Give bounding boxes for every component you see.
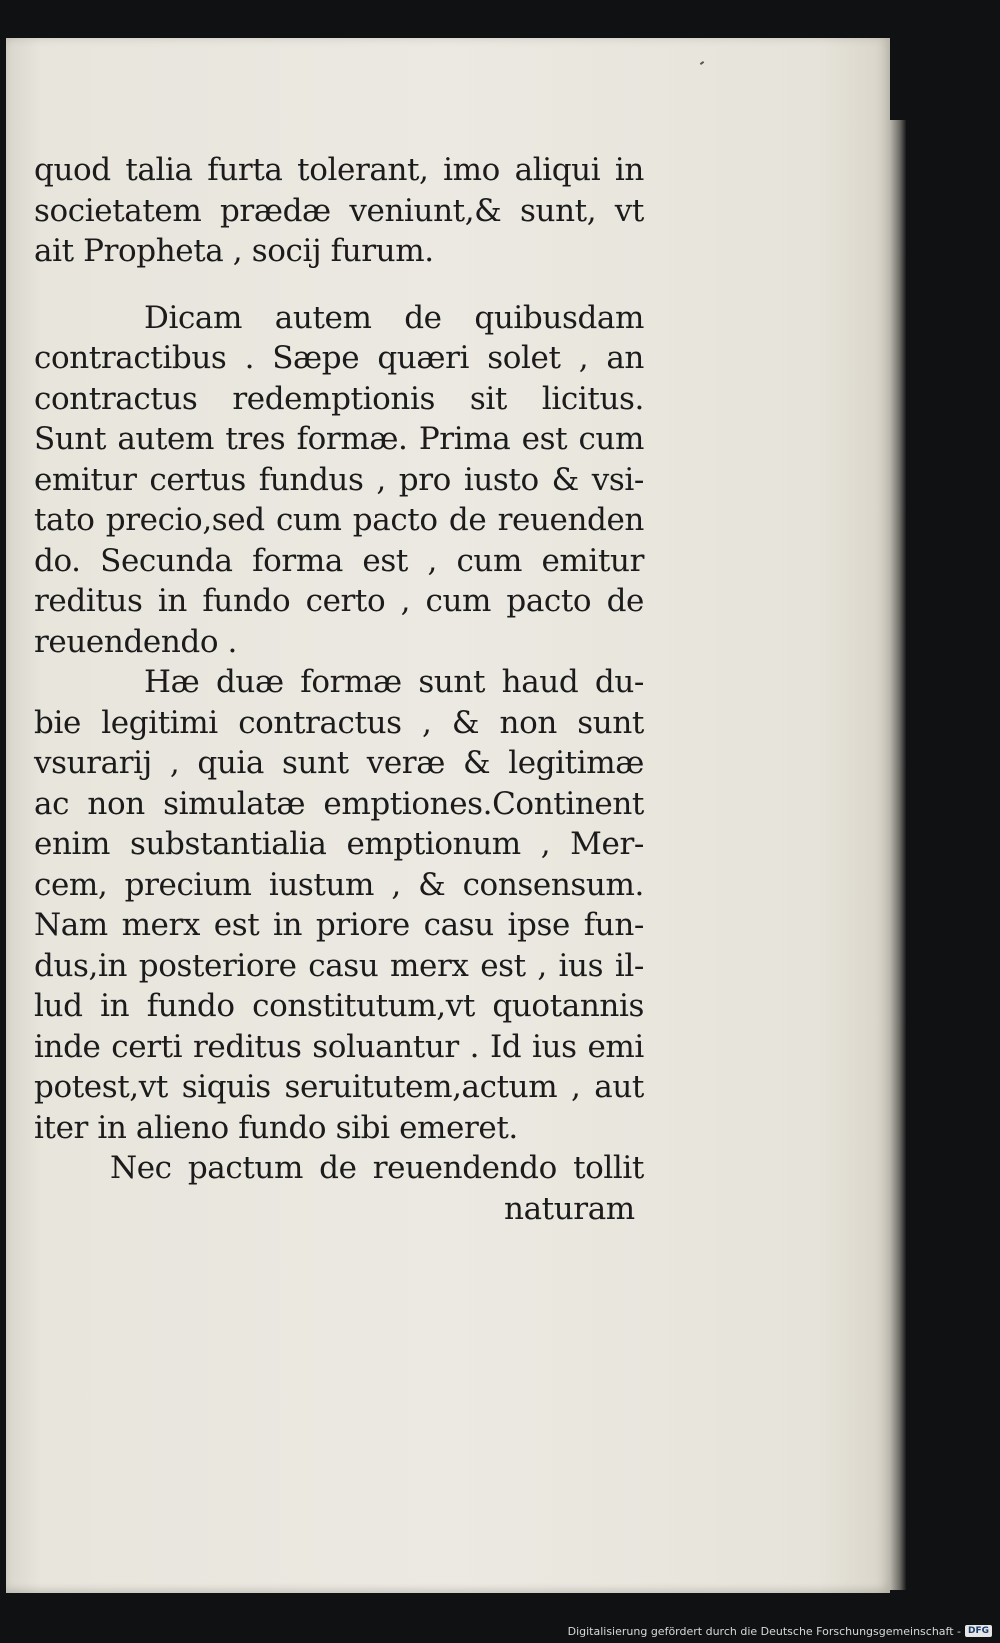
- text-line: emitur certus fundus , pro iusto & vsi-: [34, 461, 644, 498]
- text-line: inde certi reditus soluantur . Id ius emi: [34, 1028, 644, 1065]
- text-line: ac non simulatæ emptiones.Continent: [34, 785, 644, 822]
- text-line: tato precio,sed cum pacto de reuenden: [34, 502, 644, 538]
- text-line: Nam merx est in priore casu ipse fun-: [34, 907, 644, 943]
- text-line: dus,in posteriore casu merx est , ius il-: [34, 947, 644, 984]
- text-line: Nec pactum de reuendendo tollit: [110, 1150, 644, 1186]
- dfg-logo: DFG: [965, 1625, 992, 1637]
- text-line: potest,vt siquis seruitutem,actum , aut: [34, 1069, 644, 1105]
- text-line: enim substantialia emptionum , Mer-: [34, 826, 644, 862]
- paragraph-gap: [34, 272, 644, 298]
- page-edge: [890, 120, 906, 1590]
- text-line: Sunt autem tres formæ. Prima est cum: [34, 421, 644, 457]
- text-line: do. Secunda forma est , cum emitur: [34, 542, 644, 579]
- page-text: [34, 150, 644, 1229]
- text-line: ait Propheta , socij furum.: [34, 233, 434, 269]
- text-line: contractus redemptionis sit licitus.: [34, 380, 644, 417]
- text-line: bie legitimi contractus , & non sunt: [34, 704, 644, 741]
- text-line: naturam: [504, 1190, 635, 1227]
- text-line: cem, precium iustum , & consensum.: [34, 866, 644, 903]
- text-line: contractibus . Sæpe quæri solet , an: [34, 340, 644, 376]
- text-line: societatem prædæ veniunt,& sunt, vt: [34, 192, 644, 229]
- text-line: quod talia furta tolerant, imo aliqui in: [34, 152, 644, 188]
- credit-text: Digitalisierung gefördert durch die Deutsche Forschungsgemeinschaft -: [567, 1624, 961, 1638]
- text-line: lud in fundo constitutum,vt quotannis: [34, 988, 644, 1024]
- digitization-credit: [568, 1621, 992, 1641]
- text-line: reditus in fundo certo , cum pacto de: [34, 583, 644, 619]
- text-line: Hæ duæ formæ sunt haud du-: [144, 664, 644, 700]
- text-line: iter in alieno fundo sibi emeret.: [34, 1109, 518, 1146]
- text-line: vsurarij , quia sunt veræ & legitimæ: [34, 745, 644, 781]
- text-line: Dicam autem de quibusdam: [144, 299, 644, 336]
- text-line: reuendendo .: [34, 623, 238, 660]
